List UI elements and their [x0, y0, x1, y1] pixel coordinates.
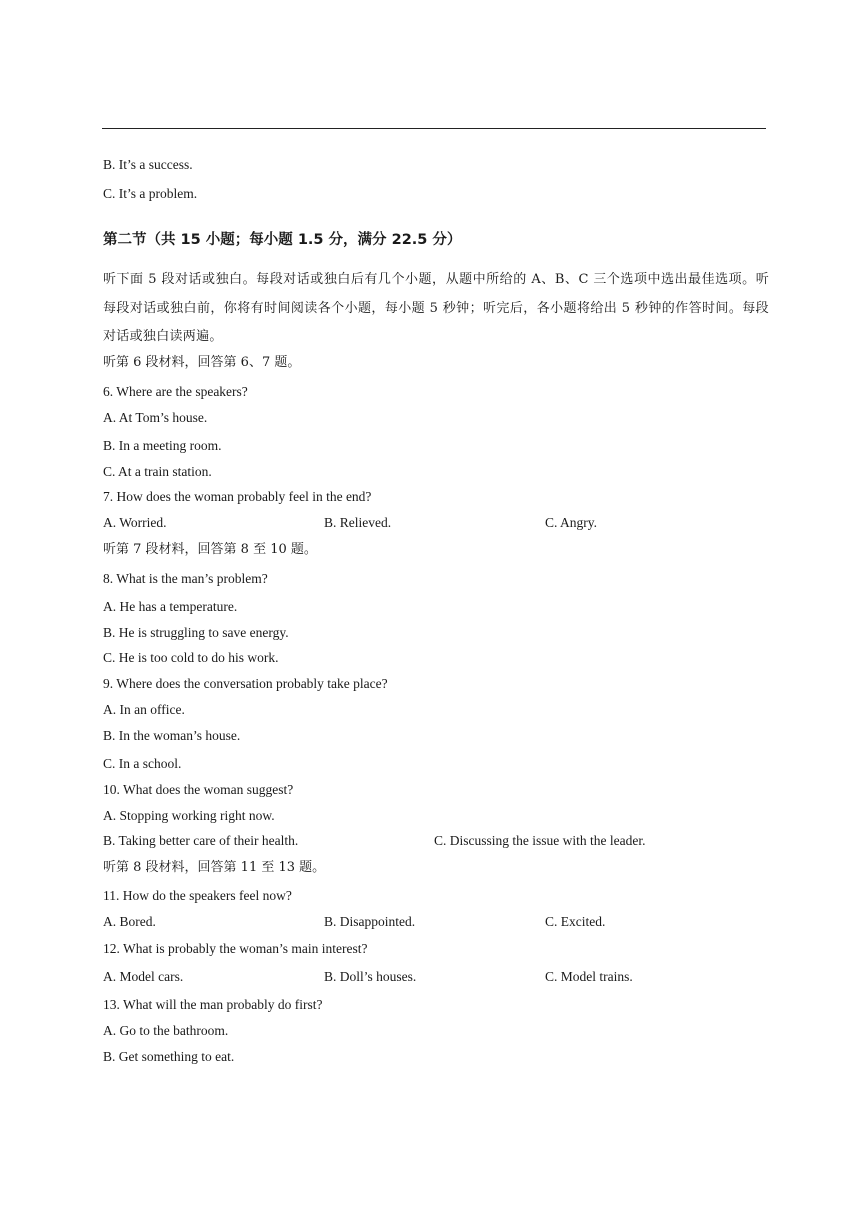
question-8-option-b: B. He is struggling to save energy.	[103, 625, 289, 640]
question-13-option-a: A. Go to the bathroom.	[103, 1023, 229, 1038]
question-11-option-c: C. Excited.	[545, 914, 606, 929]
question-9-option-a: A. In an office.	[103, 702, 185, 717]
segment-8-heading: 听第 8 段材料，回答第 11 至 13 题。	[103, 860, 326, 875]
question-12-option-b: B. Doll’s houses.	[324, 969, 417, 984]
segment-7-heading: 听第 7 段材料，回答第 8 至 10 题。	[103, 542, 317, 557]
option-c-problem: C. It’s a problem.	[103, 186, 198, 201]
question-11-option-b: B. Disappointed.	[324, 914, 416, 929]
question-8-option-a: A. He has a temperature.	[103, 599, 238, 614]
question-13: 13. What will the man probably do first?	[103, 997, 323, 1012]
section-heading: 第二节（共 15 小题；每小题 1.5 分，满分 22.5 分）	[103, 232, 462, 248]
question-8: 8. What is the man’s problem?	[103, 571, 268, 586]
question-6-option-c: C. At a train station.	[103, 464, 212, 479]
question-7: 7. How does the woman probably feel in the end?	[103, 489, 372, 504]
question-8-option-c: C. He is too cold to do his work.	[103, 650, 279, 665]
question-11-option-a: A. Bored.	[103, 914, 156, 929]
question-9-option-b: B. In the woman’s house.	[103, 728, 241, 743]
question-7-option-b: B. Relieved.	[324, 515, 392, 530]
question-10: 10. What does the woman suggest?	[103, 782, 294, 797]
question-9: 9. Where does the conversation probably take place?	[103, 676, 388, 691]
question-10-option-c: C. Discussing the issue with the leader.	[434, 833, 646, 848]
question-12-option-a: A. Model cars.	[103, 969, 184, 984]
question-6: 6. Where are the speakers?	[103, 384, 248, 399]
option-b-success: B. It’s a success.	[103, 157, 193, 172]
question-7-option-a: A. Worried.	[103, 515, 167, 530]
question-10-option-b: B. Taking better care of their health.	[103, 833, 299, 848]
question-6-option-a: A. At Tom’s house.	[103, 410, 208, 425]
question-7-option-c: C. Angry.	[545, 515, 598, 530]
segment-6-heading: 听第 6 段材料，回答第 6、7 题。	[103, 355, 301, 370]
section-instructions: 听下面 5 段对话或独白。每段对话或独白后有几个小题，从题中所给的 A、B、C 三个选项中选出最佳选项。听每段对话或独白前，你将有时间阅读各个小题，每小题 5 秒钟；听完后，各小题将给出 5 秒钟的作答时间。每段对话或独白读两遍。	[103, 272, 769, 344]
header-rule	[102, 128, 766, 129]
question-9-option-c: C. In a school.	[103, 756, 182, 771]
question-12: 12. What is probably the woman’s main interest?	[103, 941, 368, 956]
question-11: 11. How do the speakers feel now?	[103, 888, 292, 903]
question-10-option-a: A. Stopping working right now.	[103, 808, 275, 823]
question-12-option-c: C. Model trains.	[545, 969, 633, 984]
question-13-option-b: B. Get something to eat.	[103, 1049, 235, 1064]
question-6-option-b: B. In a meeting room.	[103, 438, 222, 453]
